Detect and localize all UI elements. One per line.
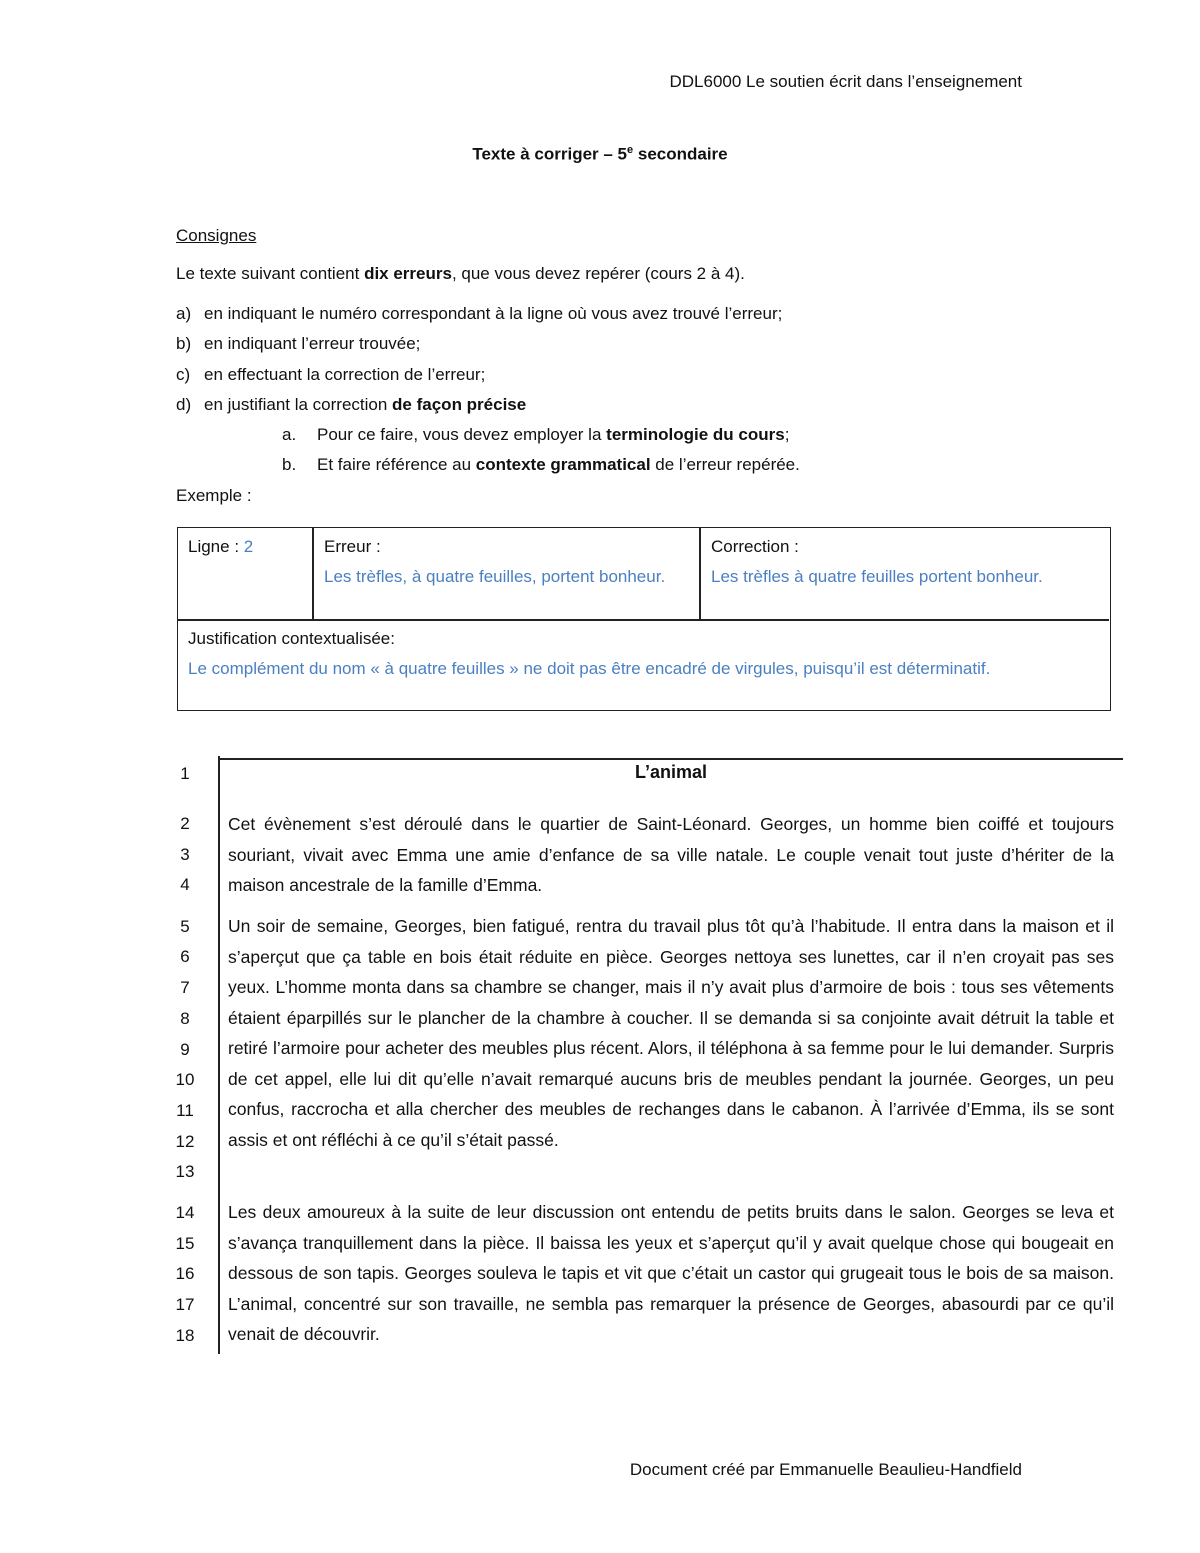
list-item xyxy=(176,395,526,415)
sub-list-item xyxy=(282,425,789,445)
line-number: 7 xyxy=(180,978,190,997)
sub-list-label: b. xyxy=(282,455,297,474)
sub-list-text-end: de l’erreur repérée. xyxy=(650,455,800,474)
line-number: 14 xyxy=(175,1203,195,1222)
sub-list-bold: terminologie du cours xyxy=(606,425,785,444)
list-label: c) xyxy=(176,365,191,384)
story-title: L’animal xyxy=(634,762,708,782)
list-text: en indiquant l’erreur trouvée; xyxy=(204,334,421,353)
sub-list-label: a. xyxy=(282,425,297,444)
intro-text: Le texte suivant contient xyxy=(176,264,365,283)
ligne-label: Ligne : xyxy=(188,537,244,556)
story-paragraph: Cet évènement s’est déroulé dans le quartier de Saint-Léonard. Georges, un homme bien coiffé et toujours souriant, vivait avec Emma une amie d’enfance de sa ville natale. Le couple venait tout juste d’hériter de la maison ancestrale de la famille d’Emma. xyxy=(228,814,1114,895)
text-top-border xyxy=(218,758,1123,760)
list-item xyxy=(176,304,782,324)
example-table xyxy=(177,527,1111,711)
title-rest: secondaire xyxy=(633,144,728,164)
list-label: b) xyxy=(176,334,192,353)
page-footer: Document créé par Emmanuelle Beaulieu-Handfield xyxy=(629,1460,1022,1479)
line-number: 8 xyxy=(180,1009,190,1028)
page-header: DDL6000 Le soutien écrit dans l’enseignement xyxy=(669,72,1022,91)
sub-list-bold: contexte grammatical xyxy=(475,455,651,474)
title-main: Texte à corriger – 5 xyxy=(472,144,628,164)
line-number: 4 xyxy=(180,875,190,894)
justification-label: Justification contextualisée: xyxy=(188,629,395,648)
line-number: 10 xyxy=(175,1070,195,1089)
intro-bold: dix erreurs xyxy=(364,264,452,283)
ligne-value: 2 xyxy=(243,537,254,556)
justification-value: Le complément du nom « à quatre feuilles » ne doit pas être encadré de virgules, puisqu’il est déterminatif. xyxy=(188,659,991,678)
consignes-intro xyxy=(176,264,745,284)
line-number: 15 xyxy=(175,1234,195,1253)
line-number: 5 xyxy=(180,917,190,936)
line-number: 16 xyxy=(175,1264,195,1283)
sub-list-text-end: ; xyxy=(784,425,790,444)
page-title xyxy=(0,144,1200,165)
line-number: 13 xyxy=(175,1162,195,1181)
list-text: en justifiant la correction xyxy=(204,395,393,414)
list-text-bold: de façon précise xyxy=(392,395,527,414)
list-item xyxy=(176,365,485,385)
list-text: en effectuant la correction de l’erreur; xyxy=(204,365,486,384)
line-number: 9 xyxy=(180,1040,190,1059)
intro-text-end: , que vous devez repérer (cours 2 à 4). xyxy=(451,264,745,283)
list-label: a) xyxy=(176,304,192,323)
line-number: 18 xyxy=(175,1326,195,1345)
title-superscript: e xyxy=(627,144,634,156)
sub-list-text: Pour ce faire, vous devez employer la xyxy=(317,425,607,444)
line-number: 12 xyxy=(175,1132,195,1151)
list-text: en indiquant le numéro correspondant à la ligne où vous avez trouvé l’erreur; xyxy=(204,304,783,323)
correction-label: Correction : xyxy=(711,537,799,556)
line-number: 1 xyxy=(180,764,190,783)
correction-value: Les trèfles à quatre feuilles portent bonheur. xyxy=(711,567,1043,586)
line-number: 11 xyxy=(176,1101,194,1120)
correction-cell xyxy=(701,528,1081,596)
line-number-divider xyxy=(218,756,220,1354)
erreur-label: Erreur : xyxy=(324,537,381,556)
erreur-cell xyxy=(314,528,699,596)
justification-cell xyxy=(178,620,1068,688)
consignes-heading: Consignes xyxy=(176,226,257,245)
line-number: 2 xyxy=(180,814,190,833)
erreur-value: Les trèfles, à quatre feuilles, portent bonheur. xyxy=(324,567,666,586)
line-number: 6 xyxy=(180,947,190,966)
list-item xyxy=(176,334,420,354)
example-label: Exemple : xyxy=(176,486,252,505)
sub-list-item xyxy=(282,455,800,475)
line-number: 17 xyxy=(175,1295,195,1314)
story-paragraph: Un soir de semaine, Georges, bien fatigué, rentra du travail plus tôt qu’à l’habitude. Il entra dans la maison et il s’aperçut que ça table en bois était réduite en pièce. Georges nettoya ses lunettes, car il n’en croyait pas ses yeux. L’homme monta dans sa chambre se changer, mais il n’y avait plus d’armoire de bois : tous ses vêtements étaient éparpillés sur le plancher de la chambre à coucher. Il se demanda si sa conjointe avait détruit la table et retiré l’armoire pour acheter des meubles plus récent. Alors, il téléphona à sa femme pour le lui demander. Surpris de cet appel, elle lui dit qu’elle n’avait remarqué aucuns bris de meubles pendant la journée. Georges, un peu confus, raccrocha et alla chercher des meubles de rechanges dans le cabanon. À l’arrivée d’Emma, ils se sont assis et ont réfléchi à ce qu’il s’était passé. xyxy=(228,916,1114,1150)
story-paragraph: Les deux amoureux à la suite de leur discussion ont entendu de petits bruits dans le salon. Georges se leva et s’avança tranquillement dans la pièce. Il baissa les yeux et s’aperçut qu’il y avait quelque chose qui bougeait en dessous de son tapis. Georges souleva le tapis et vit que c’était un castor qui grugeait tous le bois de sa maison. L’animal, concentré sur son travaille, ne sembla pas remarquer la présence de Georges, abasourdi par ce qu’il venait de découvrir. xyxy=(228,1202,1114,1344)
list-label: d) xyxy=(176,395,192,414)
sub-list-text: Et faire référence au xyxy=(317,455,476,474)
line-number: 3 xyxy=(180,845,190,864)
ligne-cell xyxy=(178,528,312,566)
